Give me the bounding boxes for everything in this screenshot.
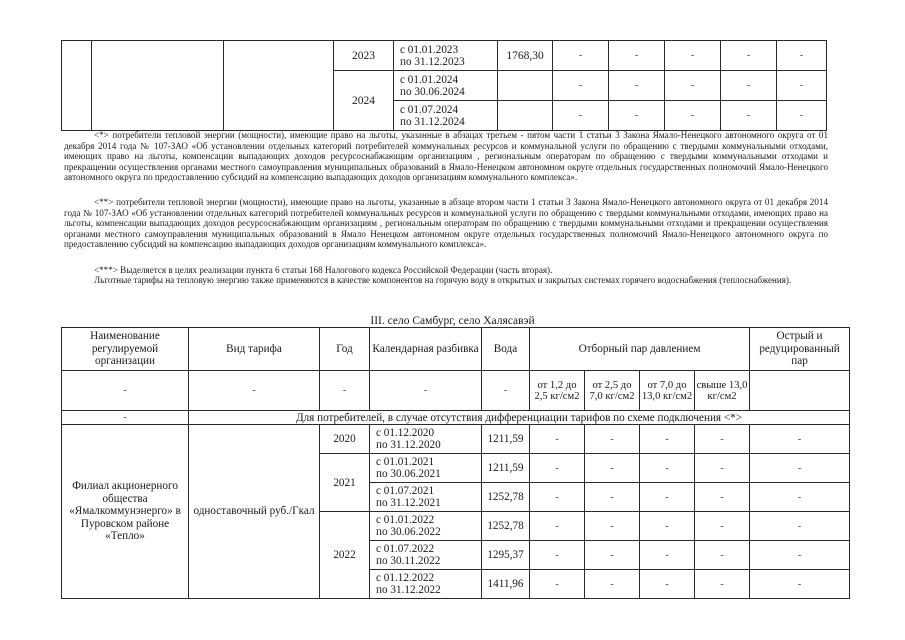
header-water: Вода — [482, 328, 530, 371]
value-cell: - — [62, 411, 189, 425]
period-cell: с 01.12.2022 по 31.12.2022 — [370, 570, 482, 599]
water-value: 1411,96 — [482, 570, 530, 599]
value-cell: - — [665, 71, 721, 101]
subheader-row — [62, 371, 850, 411]
tariff-cell — [224, 41, 334, 131]
header-year: Год — [320, 328, 370, 371]
value-cell: - — [695, 425, 750, 454]
value-cell: - — [585, 425, 640, 454]
value-cell: - — [585, 570, 640, 599]
value-cell: - — [640, 483, 695, 512]
water-value: 1211,59 — [482, 454, 530, 483]
header-sharp-steam: Острый и редуцированный пар — [750, 328, 850, 371]
value-cell: - — [609, 101, 665, 131]
value-cell: - — [750, 483, 850, 512]
footnote-1: <*> потребители тепловой энергии (мощности), имеющие право на льготы, указанные в абзацах третьем - пятом части 1 статьи 3 Закона Ямало-Ненецкого автономного округа от 01 декабря 2014 года № 107-ЗАО «Об установлении отдельных категорий потребителей коммунальных ресурсов и коммунальной услуги по обращению с твердыми коммунальными отходами, имеющих право на льготы, компенсации выпадающих доходов ресурсоснабжающим организациям , региональным операторам по обращению с твердыми коммунальными отходами и прекращении осуществления органами местного самоуправления муниципальных образований в Ямало-Ненецком автономном округе отдельных государственных полномочий Ямало-Ненецкого автономного округа по предоставлению субсидий на компенсацию выпадающих доходов организациям коммунального комплекса». — [64, 130, 828, 183]
period-cell: с 01.07.2022 по 30.11.2022 — [370, 541, 482, 570]
value-cell: - — [777, 71, 827, 101]
value-cell: - — [189, 371, 320, 411]
pressure-3: от 7,0 до 13,0 кг/см2 — [640, 371, 695, 411]
year-cell: 2020 — [320, 425, 370, 454]
year-cell: 2021 — [320, 454, 370, 512]
value-cell: - — [585, 454, 640, 483]
value-cell: - — [530, 454, 585, 483]
footnote-3: <***> Выделяется в целях реализации пункта 6 статьи 168 Налогового кодекса Российской Федерации (часть вторая). — [94, 265, 553, 275]
pressure-1: от 1,2 до 2,5 кг/см2 — [530, 371, 585, 411]
value-cell: - — [777, 101, 827, 131]
value-cell: - — [640, 454, 695, 483]
value-cell: - — [695, 483, 750, 512]
value-cell: - — [750, 570, 850, 599]
water-value: 1768,30 — [498, 41, 553, 71]
value-cell: - — [553, 71, 609, 101]
number-cell — [62, 41, 92, 131]
value-cell: - — [530, 570, 585, 599]
header-org: Наименование регулируемой организации — [62, 328, 189, 371]
tariff-table-continued — [61, 40, 827, 131]
tariff-type: одноставочный руб./Гкал — [189, 425, 320, 599]
value-cell: - — [665, 101, 721, 131]
value-cell: - — [530, 541, 585, 570]
pressure-2: от 2,5 до 7,0 кг/см2 — [585, 371, 640, 411]
value-cell: - — [750, 512, 850, 541]
period-cell: с 01.07.2021 по 31.12.2021 — [370, 483, 482, 512]
period-cell: с 01.01.2022 по 30.06.2022 — [370, 512, 482, 541]
year-cell: 2024 — [334, 71, 394, 131]
table-row — [62, 41, 827, 71]
value-cell: - — [553, 101, 609, 131]
water-value — [498, 101, 553, 131]
value-cell: - — [62, 371, 189, 411]
value-cell: - — [585, 512, 640, 541]
header-tariff: Вид тарифа — [189, 328, 320, 371]
pressure-4: свыше 13,0 кг/см2 — [695, 371, 750, 411]
water-value — [498, 71, 553, 101]
value-cell: - — [750, 541, 850, 570]
value-cell: - — [665, 41, 721, 71]
value-cell: - — [609, 41, 665, 71]
span-row — [62, 411, 850, 425]
period-cell: с 01.01.2024 по 30.06.2024 — [394, 71, 498, 101]
value-cell: - — [721, 41, 777, 71]
value-cell: - — [777, 41, 827, 71]
value-cell: - — [530, 512, 585, 541]
period-cell: с 01.07.2024 по 31.12.2024 — [394, 101, 498, 131]
water-value: 1252,78 — [482, 483, 530, 512]
value-cell: - — [585, 483, 640, 512]
value-cell: - — [530, 483, 585, 512]
year-cell: 2023 — [334, 41, 394, 71]
value-cell: - — [695, 570, 750, 599]
value-cell: - — [695, 454, 750, 483]
value-cell: - — [640, 541, 695, 570]
water-value: 1295,37 — [482, 541, 530, 570]
value-cell: - — [695, 512, 750, 541]
header-steam: Отборный пар давлением — [530, 328, 750, 371]
value-cell: - — [553, 41, 609, 71]
value-cell — [750, 371, 850, 411]
year-cell: 2022 — [320, 512, 370, 599]
water-value: 1252,78 — [482, 512, 530, 541]
header-row — [62, 328, 850, 371]
value-cell: - — [585, 541, 640, 570]
org-name: Филиал акционерного общества «Ямалкоммунэнерго» в Пуровском районе «Тепло» — [62, 425, 189, 599]
header-calendar: Календарная разбивка — [370, 328, 482, 371]
footnote-4: Льготные тарифы на тепловую энергию также применяются в качестве компонентов на горячую воду в открытых и закрытых системах горячего водоснабжения (теплоснабжения). — [94, 275, 792, 285]
value-cell: - — [640, 570, 695, 599]
value-cell: - — [320, 371, 370, 411]
value-cell: - — [482, 371, 530, 411]
org-cell — [92, 41, 224, 131]
water-value: 1211,59 — [482, 425, 530, 454]
value-cell: - — [750, 425, 850, 454]
value-cell: - — [721, 101, 777, 131]
period-cell: с 01.12.2020 по 31.12.2020 — [370, 425, 482, 454]
section-title: III. село Самбург, село Халясавэй — [370, 315, 535, 327]
footnote-2: <**> потребители тепловой энергии (мощности), имеющие право на льготы, указанные в абзаце втором части 1 статьи 3 Закона Ямало-Ненецкого автономного округа от 01 декабря 2014 года № 107-ЗАО «Об установлении отдельных категорий потребителей коммунальных ресурсов и коммунальной услуги по обращению с твердыми коммунальными отходами, имеющих право на льготы, компенсации выпадающих доходов ресурсоснабжающим организациям , региональным операторам по обращению с твердыми коммунальными отходами и прекращении осуществления органами местного самоуправления муниципальных образований в Ямало Ненецком автономном округе отдельных государственных полномочий Ямало-Ненецкого автономного округа по предоставлению субсидий на компенсацию выпадающих доходов организациям коммунального комплекса». — [64, 197, 828, 250]
period-cell: с 01.01.2021 по 30.06.2021 — [370, 454, 482, 483]
value-cell: - — [721, 71, 777, 101]
value-cell: - — [640, 425, 695, 454]
value-cell: - — [609, 71, 665, 101]
tariff-table — [61, 327, 850, 599]
value-cell: - — [530, 425, 585, 454]
value-cell: - — [640, 512, 695, 541]
value-cell: - — [370, 371, 482, 411]
value-cell: - — [750, 454, 850, 483]
period-cell: с 01.01.2023 по 31.12.2023 — [394, 41, 498, 71]
table-row — [62, 425, 850, 454]
consumer-note: Для потребителей, в случае отсутствия дифференциации тарифов по схеме подключения <*> — [189, 411, 850, 425]
value-cell: - — [695, 541, 750, 570]
